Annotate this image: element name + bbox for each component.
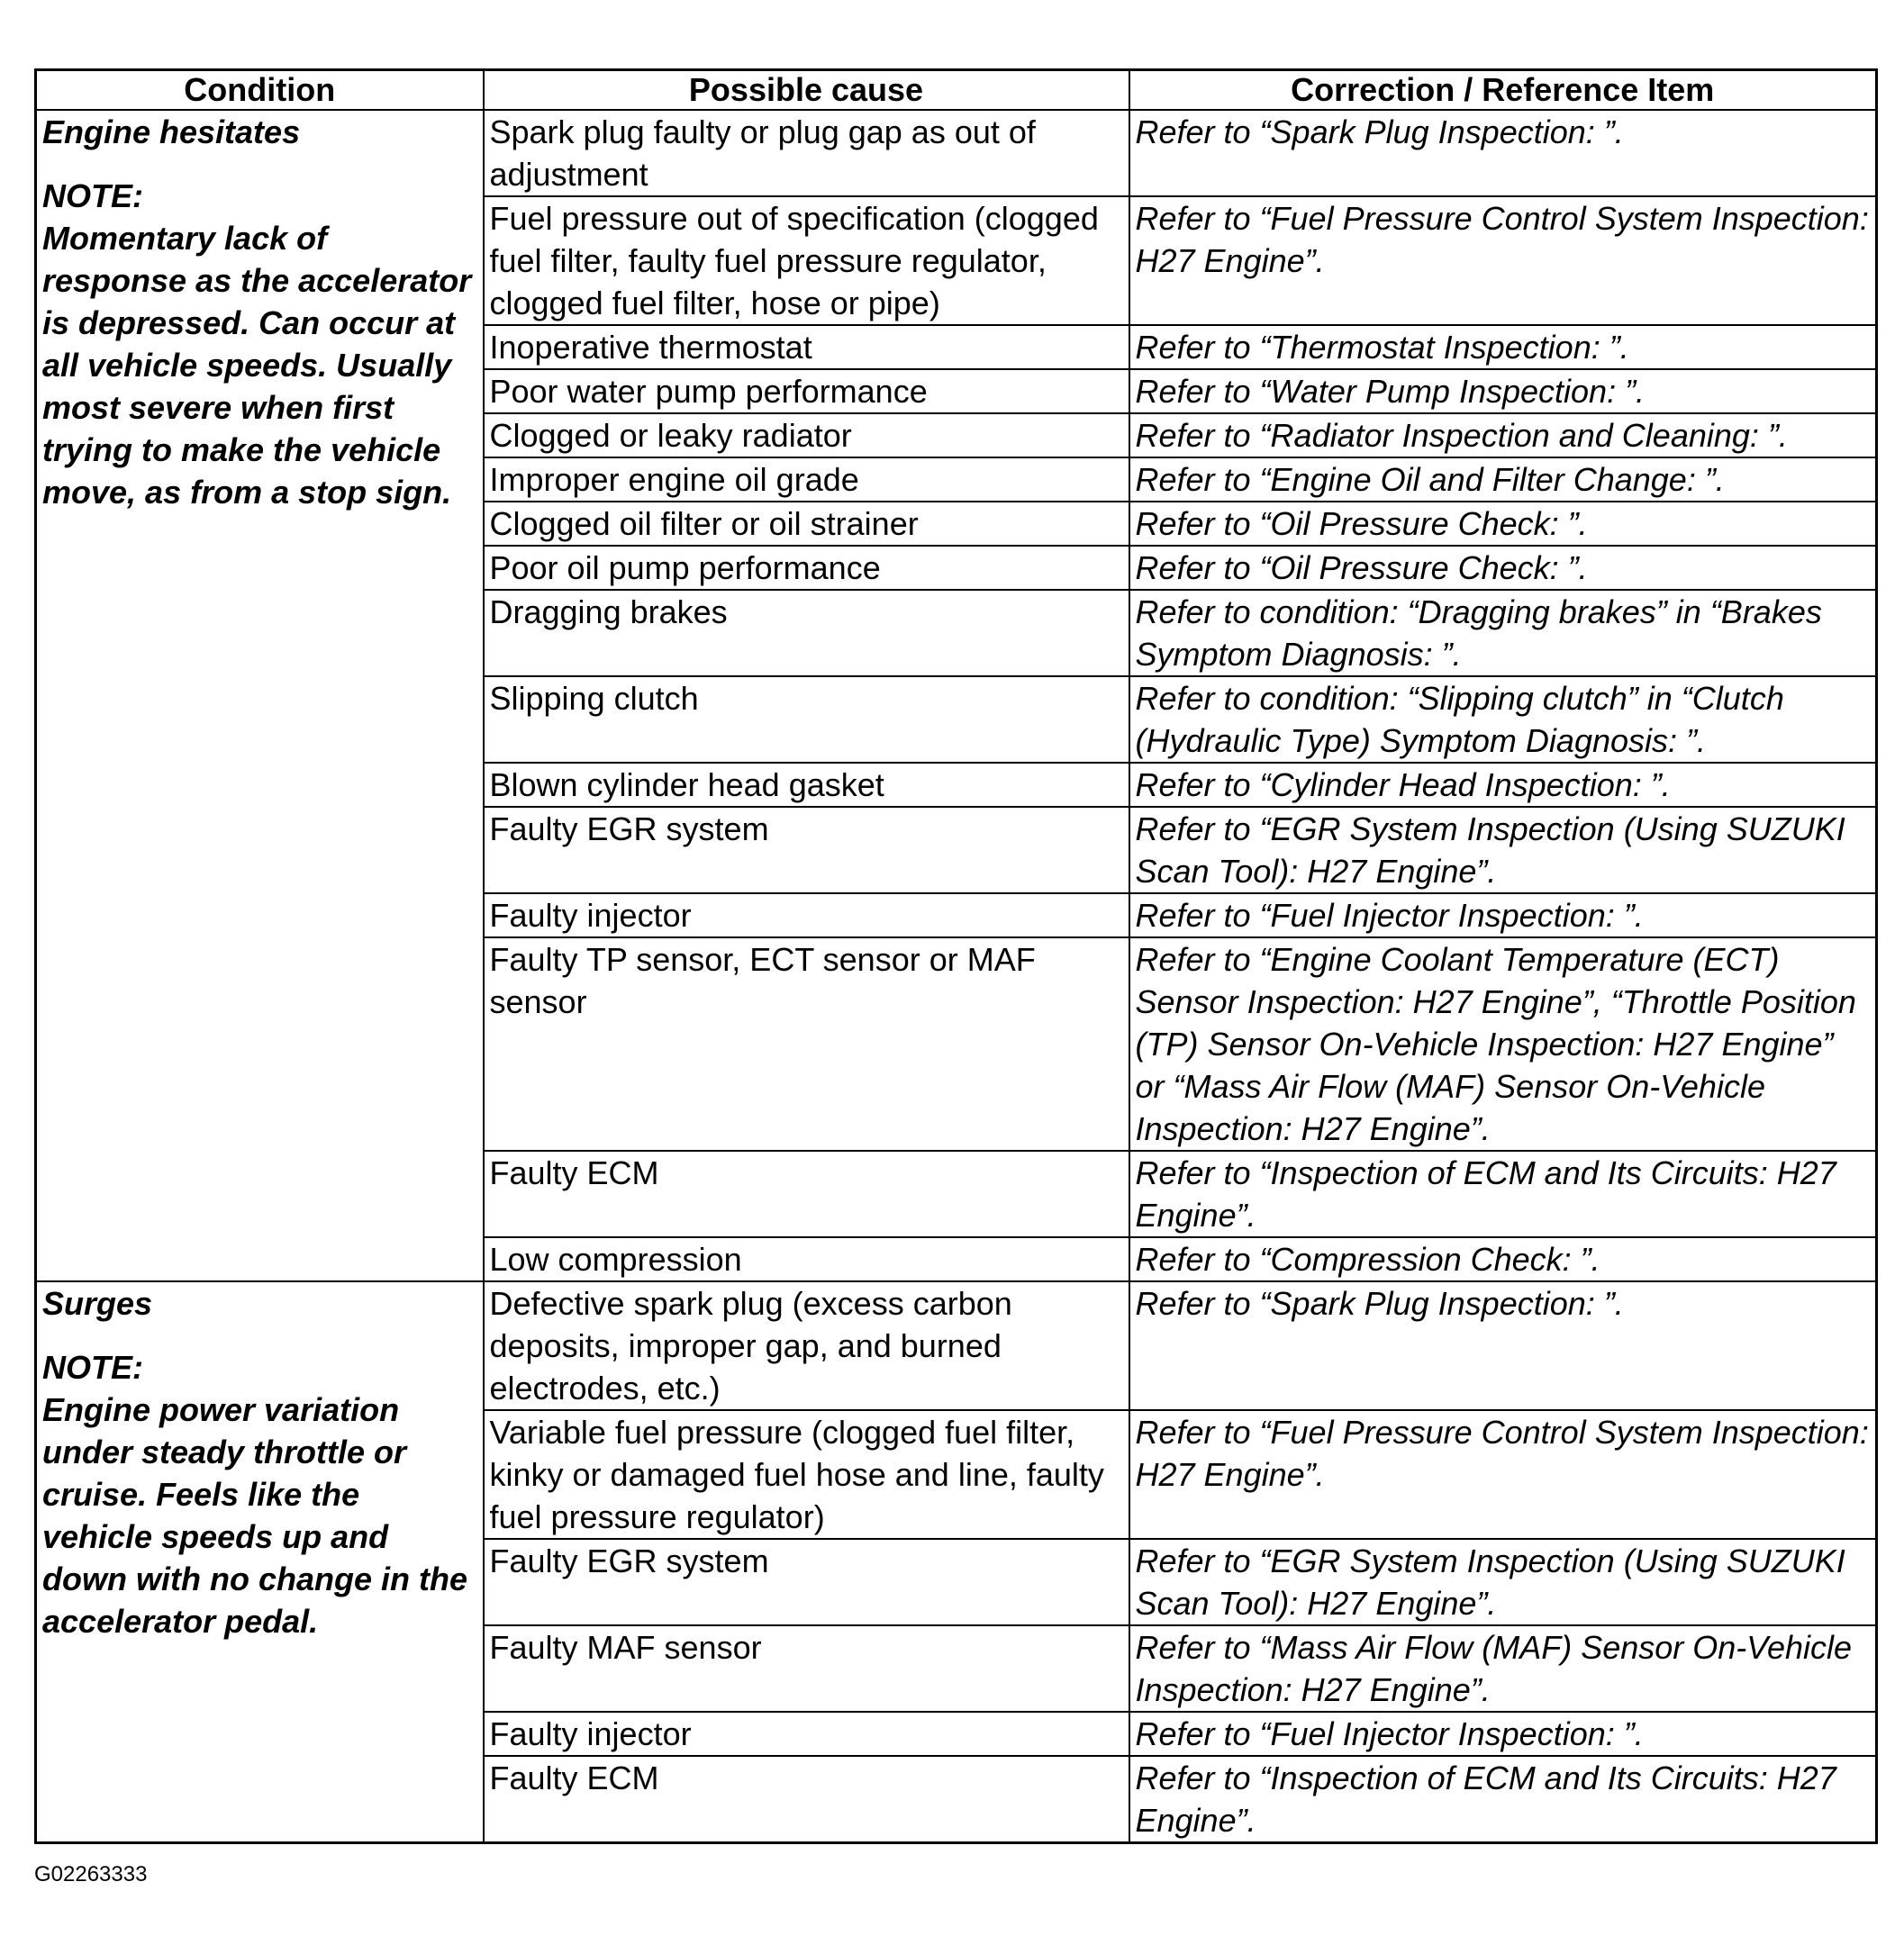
table-row [36, 110, 1877, 196]
possible-cause-cell: Faulty EGR system [484, 1539, 1129, 1625]
correction-cell: Refer to “Inspection of ECM and Its Circuits: H27 Engine”. [1129, 1151, 1877, 1237]
possible-cause-cell: Slipping clutch [484, 676, 1129, 763]
possible-cause-cell: Faulty injector [484, 893, 1129, 937]
correction-cell: Refer to “Mass Air Flow (MAF) Sensor On-Vehicle Inspection: H27 Engine”. [1129, 1625, 1877, 1712]
possible-cause-cell: Spark plug faulty or plug gap as out of adjustment [484, 110, 1129, 196]
possible-cause-cell: Faulty EGR system [484, 807, 1129, 893]
possible-cause-cell: Inoperative thermostat [484, 325, 1129, 369]
condition-cell [36, 1281, 484, 1843]
note-label: NOTE: [42, 177, 143, 214]
possible-cause-cell: Clogged or leaky radiator [484, 413, 1129, 457]
possible-cause-cell: Faulty injector [484, 1712, 1129, 1756]
correction-cell: Refer to “Fuel Pressure Control System Inspection: H27 Engine”. [1129, 1410, 1877, 1539]
possible-cause-cell: Fuel pressure out of specification (clogged fuel filter, faulty fuel pressure regulator, clogged fuel filter, hose or pipe) [484, 196, 1129, 325]
correction-cell: Refer to “Oil Pressure Check: ”. [1129, 546, 1877, 590]
correction-cell: Refer to “EGR System Inspection (Using SUZUKI Scan Tool): H27 Engine”. [1129, 1539, 1877, 1625]
possible-cause-cell: Faulty ECM [484, 1756, 1129, 1843]
condition-cell [36, 110, 484, 1281]
diagnosis-table [34, 68, 1878, 1844]
possible-cause-cell: Improper engine oil grade [484, 457, 1129, 502]
correction-cell: Refer to “Compression Check: ”. [1129, 1237, 1877, 1281]
possible-cause-cell: Low compression [484, 1237, 1129, 1281]
correction-cell: Refer to “Cylinder Head Inspection: ”. [1129, 763, 1877, 807]
header-possible-cause: Possible cause [484, 70, 1129, 111]
header-correction: Correction / Reference Item [1129, 70, 1877, 111]
figure-id: G02263333 [34, 1862, 148, 1886]
condition-note: Engine power variation under steady throttle or cruise. Feels like the vehicle speeds up and down with no change in the accelerator pedal. [42, 1391, 467, 1640]
possible-cause-cell: Faulty TP sensor, ECT sensor or MAF sensor [484, 937, 1129, 1151]
correction-cell: Refer to condition: “Dragging brakes” in “Brakes Symptom Diagnosis: ”. [1129, 590, 1877, 676]
correction-cell: Refer to “Inspection of ECM and Its Circuits: H27 Engine”. [1129, 1756, 1877, 1843]
possible-cause-cell: Variable fuel pressure (clogged fuel filter, kinky or damaged fuel hose and line, faulty fuel pressure regulator) [484, 1410, 1129, 1539]
correction-cell: Refer to “EGR System Inspection (Using SUZUKI Scan Tool): H27 Engine”. [1129, 807, 1877, 893]
condition-title: Engine hesitates [42, 113, 301, 150]
possible-cause-cell: Poor water pump performance [484, 369, 1129, 413]
possible-cause-cell: Faulty ECM [484, 1151, 1129, 1237]
correction-cell: Refer to “Radiator Inspection and Cleaning: ”. [1129, 413, 1877, 457]
correction-cell: Refer to “Engine Oil and Filter Change: ”. [1129, 457, 1877, 502]
possible-cause-cell: Poor oil pump performance [484, 546, 1129, 590]
condition-title: Surges [42, 1285, 153, 1322]
note-label: NOTE: [42, 1349, 143, 1386]
possible-cause-cell: Faulty MAF sensor [484, 1625, 1129, 1712]
condition-note: Momentary lack of response as the accelerator is depressed. Can occur at all vehicle speeds. Usually most severe when first trying to make the vehicle move, as from a stop sign. [42, 220, 472, 511]
correction-cell: Refer to “Spark Plug Inspection: ”. [1129, 1281, 1877, 1410]
header-condition: Condition [36, 70, 484, 111]
table-row [36, 1281, 1877, 1410]
table-body [36, 110, 1877, 1843]
correction-cell: Refer to “Oil Pressure Check: ”. [1129, 502, 1877, 546]
correction-cell: Refer to “Fuel Pressure Control System Inspection: H27 Engine”. [1129, 196, 1877, 325]
possible-cause-cell: Blown cylinder head gasket [484, 763, 1129, 807]
correction-cell: Refer to “Fuel Injector Inspection: ”. [1129, 1712, 1877, 1756]
correction-cell: Refer to “Water Pump Inspection: ”. [1129, 369, 1877, 413]
correction-cell: Refer to condition: “Slipping clutch” in “Clutch (Hydraulic Type) Symptom Diagnosis: ”. [1129, 676, 1877, 763]
possible-cause-cell: Defective spark plug (excess carbon deposits, improper gap, and burned electrodes, etc.) [484, 1281, 1129, 1410]
correction-cell: Refer to “Spark Plug Inspection: ”. [1129, 110, 1877, 196]
possible-cause-cell: Clogged oil filter or oil strainer [484, 502, 1129, 546]
possible-cause-cell: Dragging brakes [484, 590, 1129, 676]
header-row [36, 70, 1877, 111]
correction-cell: Refer to “Fuel Injector Inspection: ”. [1129, 893, 1877, 937]
correction-cell: Refer to “Thermostat Inspection: ”. [1129, 325, 1877, 369]
correction-cell: Refer to “Engine Coolant Temperature (ECT) Sensor Inspection: H27 Engine”, “Throttle Position (TP) Sensor On-Vehicle Inspection: H27 Engine” or “Mass Air Flow (MAF) Sensor On-Vehicle Inspection: H27 Engine”. [1129, 937, 1877, 1151]
